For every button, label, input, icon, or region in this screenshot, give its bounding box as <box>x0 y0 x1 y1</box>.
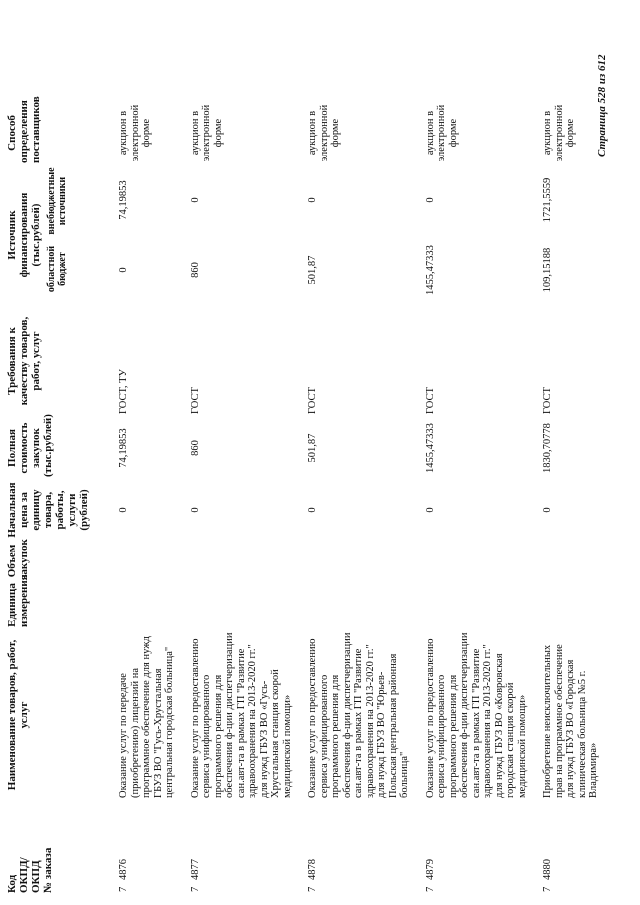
row-volume <box>307 541 411 581</box>
row-unit <box>190 581 294 629</box>
row-unit <box>307 581 411 629</box>
row-price: 0 <box>424 507 436 513</box>
header-volume: Объем закупок <box>6 539 30 579</box>
header-code-line: № заказа <box>42 847 54 893</box>
row-code: 7 <box>542 886 553 892</box>
row-volume <box>542 541 600 581</box>
header-source-sub <box>46 167 68 303</box>
row-total: 74,19853 <box>118 428 129 468</box>
row-name: Оказание услуг по передаче (приобретению) лицензий на программное обеспечение для нужд ГБУЗ ВО "Гусь-Хрустальная центральная городская больница" <box>118 636 175 798</box>
row-unit <box>425 581 529 629</box>
row-method: аукцион в электронной форме <box>189 104 224 162</box>
row-unit <box>542 581 600 629</box>
row-requirements: ГОСТ, ТУ <box>118 369 129 414</box>
row-extra-budget: 0 <box>307 197 318 203</box>
row-price: 0 <box>118 507 129 513</box>
row-requirements: ГОСТ <box>542 387 553 414</box>
row-regional-budget: 501,87 <box>307 255 318 285</box>
header-price: Начальная цена за единицу товара, работы, услуги (рублей) <box>6 482 90 538</box>
row-method: аукцион в электронной форме <box>118 104 152 162</box>
row-order-number: 4878 <box>307 859 318 880</box>
row-method: аукцион в электронной форме <box>307 104 341 162</box>
row-code: 7 <box>307 886 318 892</box>
row-code: 7 <box>118 886 129 892</box>
row-order-number: 4876 <box>118 859 129 880</box>
row-requirements: ГОСТ <box>189 387 201 414</box>
row-volume <box>118 541 176 581</box>
row-code: 7 <box>189 886 201 892</box>
row-code: 7 <box>424 886 436 892</box>
row-total: 860 <box>189 440 201 456</box>
header-source-regional: областной бюджет <box>46 245 68 293</box>
row-volume <box>425 541 529 581</box>
row-regional-budget: 109,15188 <box>542 247 553 293</box>
row-requirements: ГОСТ <box>424 387 436 414</box>
row-name: Приобретение неисключительных прав на программное обеспечение для нужд ГБУЗ ВО «Городская клиническая больница №5 г. Владимира» <box>542 644 599 798</box>
row-extra-budget: 0 <box>424 197 436 203</box>
row-total: 501,87 <box>307 433 318 463</box>
row-total: 1455,47333 <box>424 423 436 473</box>
header-total: Полная стоимость закупок (тыс.рублей) <box>6 414 54 477</box>
header-source-title: Источник финансирования (тыс.рублей) <box>6 192 42 278</box>
row-name: Оказание услуг по предоставлению сервиса унифицированного программного решения для обеспечения ф-ции диспетчеризации сан.авт-та в рамках ГП "Развитие здравоохранения на 2013-2020 гг." для нужд ГБУЗ ВО "Юрьев-Польская центральная районная больница" <box>307 632 410 798</box>
row-total: 1830,70778 <box>542 423 553 473</box>
row-regional-budget: 1455,47333 <box>424 245 436 295</box>
row-price: 0 <box>307 507 318 513</box>
row-order-number: 4877 <box>189 859 201 880</box>
header-unit: Единица измерения <box>6 574 30 627</box>
row-extra-budget: 0 <box>189 197 201 203</box>
row-name: Оказание услуг по предоставлению сервиса унифицированного программного решения для обеспечения ф-ции диспетчеризации сан.авт-та в рамках ГП "Развитие здравоохранения на 2013-2020 гг." для нужд ГБУЗ ВО «Гусь-Хрустальная станция скорой медицинской помощи» <box>189 632 293 798</box>
procurement-table <box>6 96 600 895</box>
row-price: 0 <box>542 507 553 513</box>
row-price: 0 <box>189 507 201 513</box>
page-number: Страница 528 из 612 <box>596 54 608 157</box>
header-code-line: Код <box>6 874 18 893</box>
row-extra-budget: 1721,5559 <box>542 177 553 223</box>
row-name: Оказание услуг по предоставлению сервиса унифицированного программного решения для обеспечения ф-ции диспетчеризации сан.авт-та в рамках ГП "Развитие здравоохранения на 2013-2020 гг." для нужд ГБУЗ ВО «Ковровская городская станция скорой медицинской помощи» <box>424 632 528 798</box>
row-method: аукцион в электронной форме <box>424 104 459 162</box>
header-source-extra: внебюджетные источники <box>46 167 68 235</box>
header-code-line: ОКПД <box>30 860 42 893</box>
header-code <box>6 801 90 895</box>
row-extra-budget: 74,19853 <box>118 180 129 220</box>
row-order-number: 4880 <box>542 859 553 880</box>
header-code-line: ОКПД/ <box>18 857 30 893</box>
header-name: Наименование товаров, работ, услуг <box>6 639 30 791</box>
row-method: аукцион в электронной форме <box>542 104 576 162</box>
row-order-number: 4879 <box>424 859 436 880</box>
row-regional-budget: 0 <box>118 267 129 273</box>
row-unit <box>118 581 176 629</box>
row-regional-budget: 860 <box>189 262 201 278</box>
header-source <box>6 165 90 305</box>
header-requirements: Требования к качеству товаров, работ, услуг <box>6 316 42 406</box>
row-volume <box>190 541 294 581</box>
header-method: Способ определения поставщиков <box>6 96 42 163</box>
row-requirements: ГОСТ <box>307 387 318 414</box>
